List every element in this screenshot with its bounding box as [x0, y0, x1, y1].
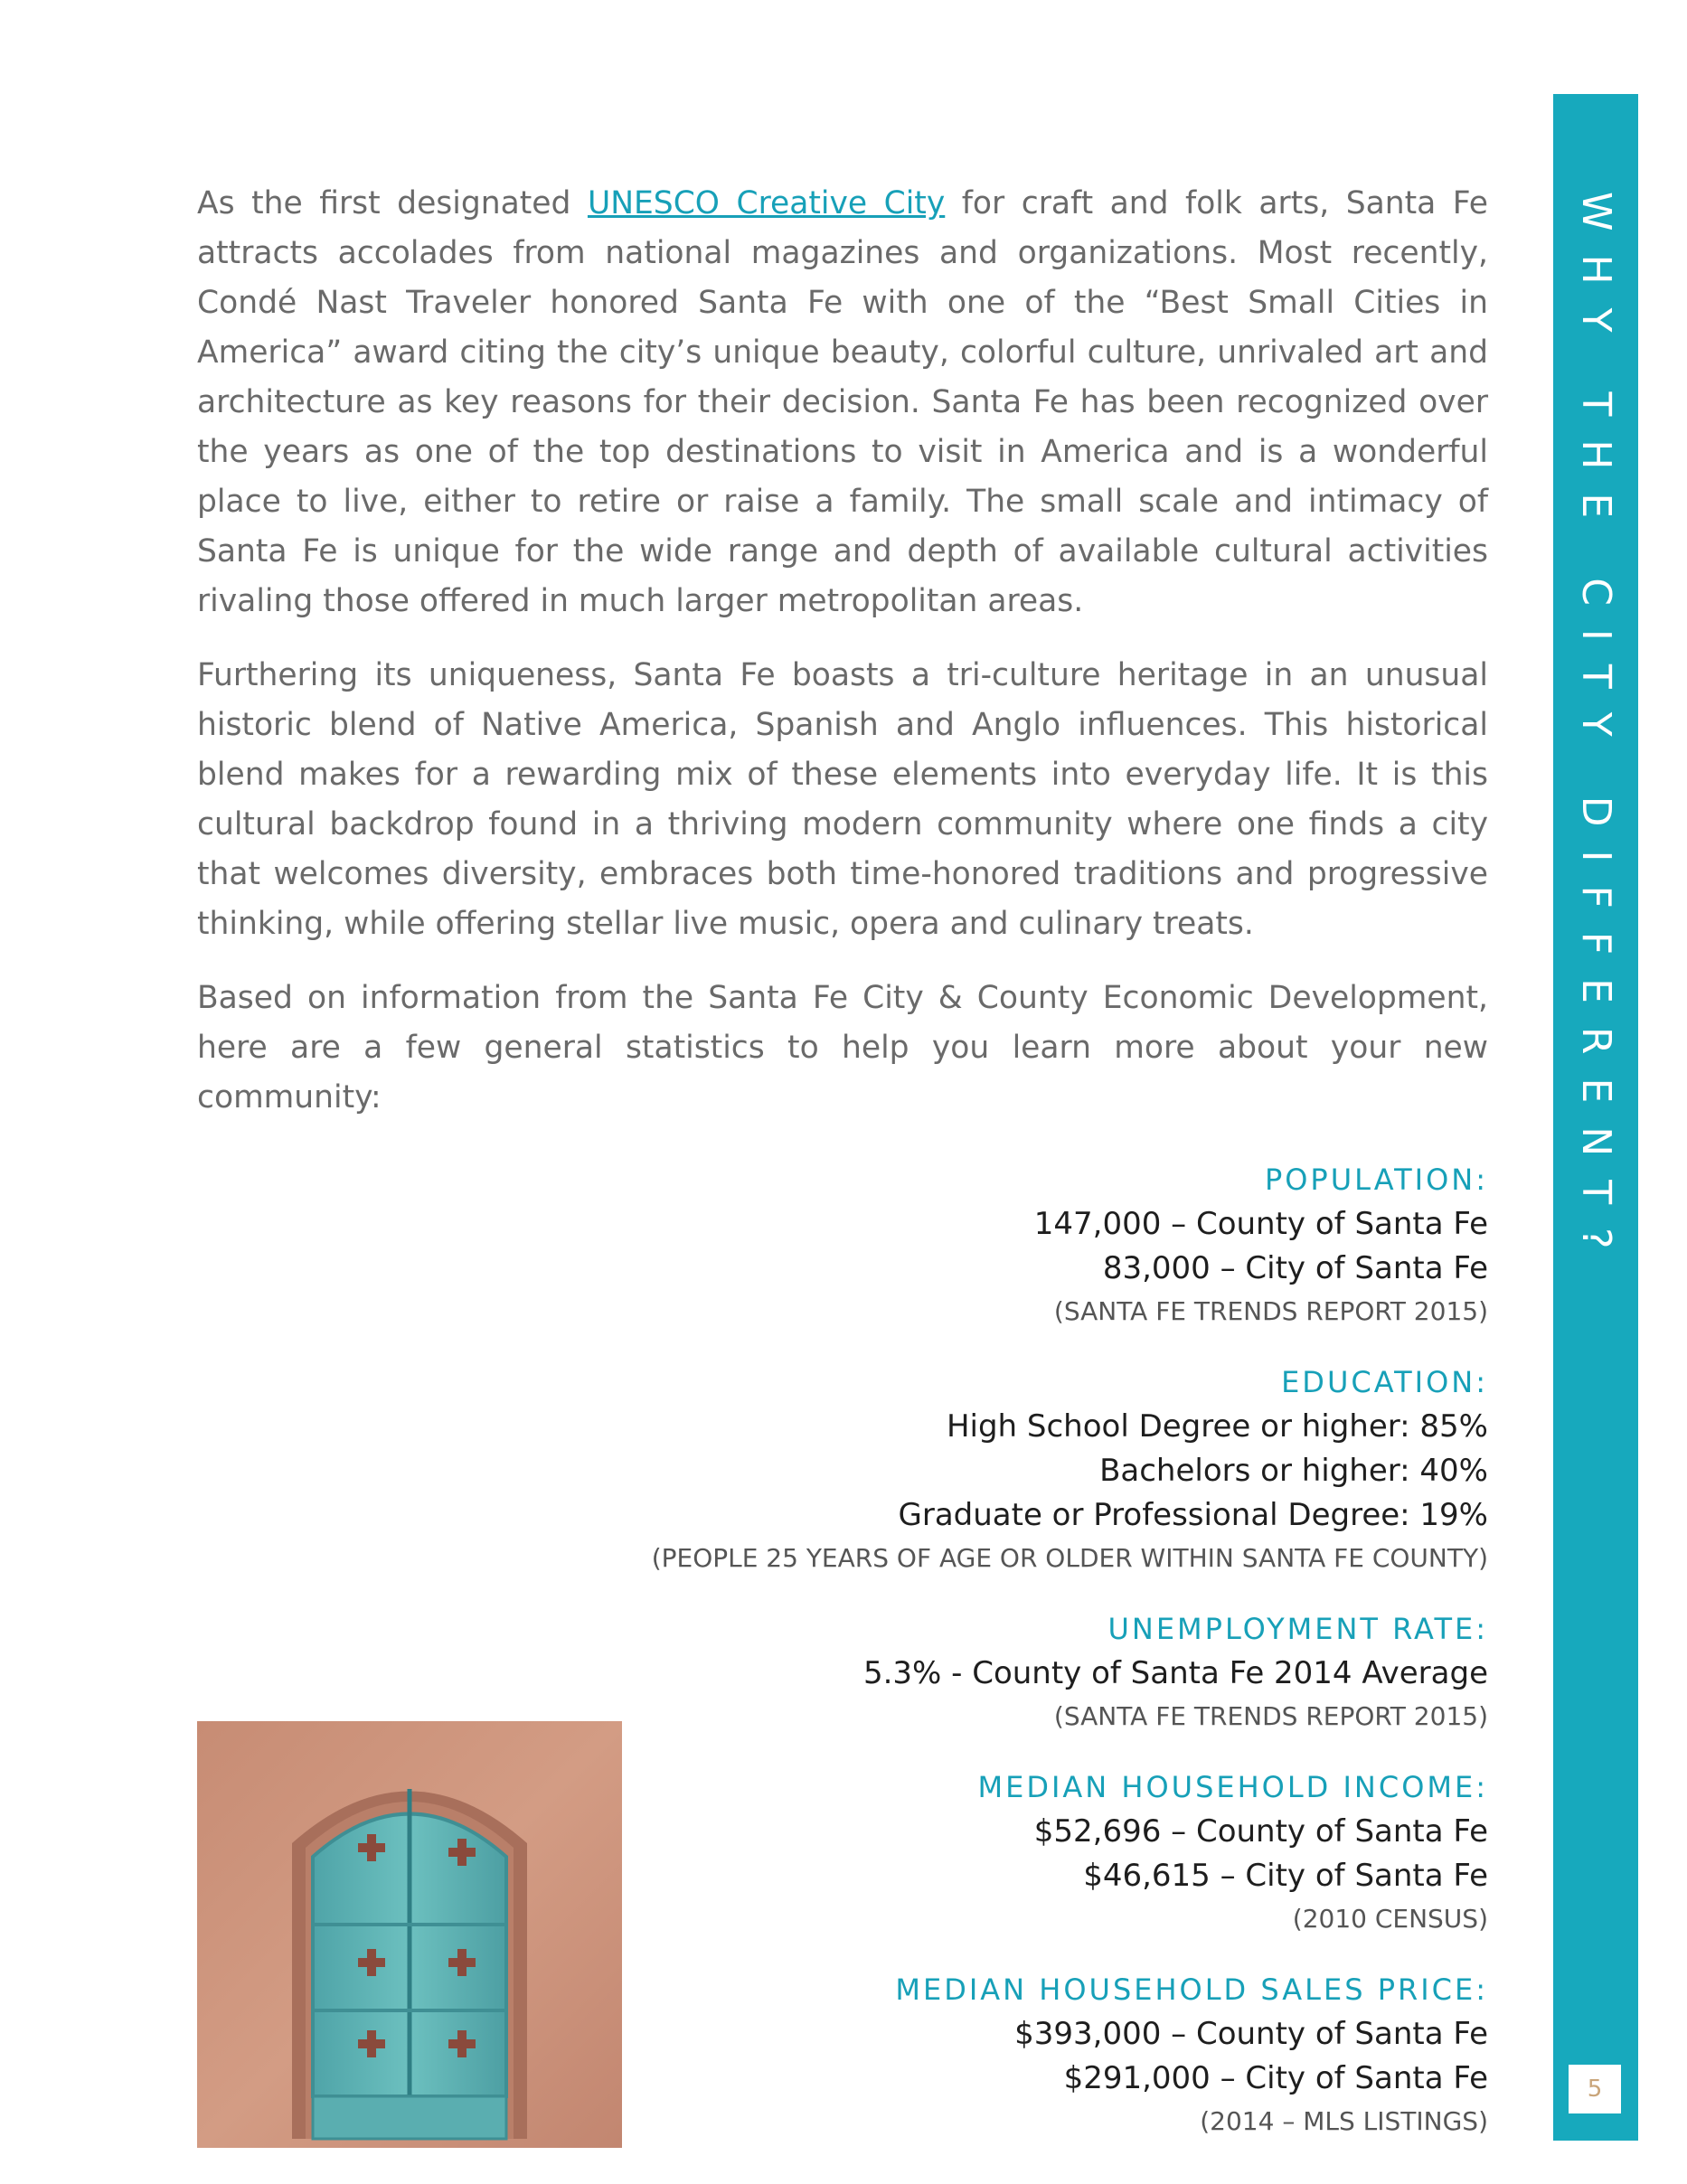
stat-source: (2014 – MLS LISTINGS): [1200, 2106, 1488, 2136]
stat-heading: UNEMPLOYMENT RATE:: [1107, 1612, 1488, 1646]
stat-line: 5.3% - County of Santa Fe 2014 Average: [862, 1655, 1488, 1691]
stat-unemployment: [584, 1606, 1488, 1737]
stat-population: [584, 1157, 1488, 1332]
paragraph-3: Based on information from the Santa Fe City & County Economic Development, here are a few general statistics to help you learn more about your new community:: [197, 980, 1488, 1116]
stat-line: $393,000 – County of Santa Fe: [1014, 2016, 1488, 2052]
sidebar-title: WHY THE CITY DIFFERENT?: [1573, 192, 1619, 1273]
stat-education: [584, 1360, 1488, 1579]
statistics-list: [584, 1157, 1488, 2170]
stat-heading: EDUCATION:: [1281, 1365, 1488, 1399]
stat-heading: MEDIAN HOUSEHOLD INCOME:: [977, 1770, 1488, 1804]
stat-source: (SANTA FE TRENDS REPORT 2015): [1053, 1296, 1488, 1326]
paragraph-1: [197, 179, 1488, 626]
stat-heading: MEDIAN HOUSEHOLD SALES PRICE:: [895, 1972, 1488, 2007]
stat-line: 147,000 – County of Santa Fe: [1033, 1206, 1488, 1242]
stat-source: (2010 CENSUS): [1292, 1904, 1488, 1934]
stat-line: $46,615 – City of Santa Fe: [1083, 1858, 1488, 1894]
stat-line: Graduate or Professional Degree: 19%: [898, 1497, 1488, 1533]
stat-heading: POPULATION:: [1264, 1163, 1488, 1197]
stat-source: (PEOPLE 25 YEARS OF AGE OR OLDER WITHIN SANTA FE COUNTY): [651, 1543, 1488, 1573]
page-number: 5: [1569, 2065, 1621, 2113]
body-text: [197, 179, 1488, 1147]
stat-source: (SANTA FE TRENDS REPORT 2015): [1053, 1701, 1488, 1731]
stat-line: $52,696 – County of Santa Fe: [1033, 1813, 1488, 1850]
paragraph-1-rest: for craft and folk arts, Santa Fe attracts accolades from national magazines and organizations. Most recently, Condé Nast Traveler honored Santa Fe with one of the “Best Small Cities in America” award citing the city’s unique beauty, colorful culture, unrivaled art and architecture as key reasons for their decision. Santa Fe has been recognized over the years as one of the top destinations to visit in America and is a wonderful place to live, either to retire or raise a family. The small scale and intimacy of Santa Fe is unique for the wide range and depth of available cultural activities rivaling those offered in much larger metropolitan areas.: [197, 185, 1488, 619]
stat-line: 83,000 – City of Santa Fe: [1102, 1250, 1488, 1286]
stat-sales-price: [584, 1967, 1488, 2142]
unesco-link[interactable]: UNESCO Creative City: [587, 185, 946, 221]
paragraph-2: Furthering its uniqueness, Santa Fe boasts a tri-culture heritage in an unusual historic blend of Native America, Spanish and Anglo influences. This historical blend makes for a rewarding mix of these elements into everyday life. It is this cultural backdrop found in a thriving modern community where one finds a city that welcomes diversity, embraces both time-honored traditions and progressive thinking, while offering stellar live music, opera and culinary treats.: [197, 657, 1488, 942]
sidebar-band: [1553, 94, 1638, 2141]
stat-line: Bachelors or higher: 40%: [1099, 1453, 1488, 1489]
stat-line: $291,000 – City of Santa Fe: [1063, 2060, 1488, 2096]
turquoise-window-photo: [197, 1721, 622, 2148]
paragraph-1-lead: As the first designated: [197, 185, 588, 221]
stat-line: High School Degree or higher: 85%: [946, 1408, 1488, 1445]
stat-household-income: [584, 1765, 1488, 1940]
